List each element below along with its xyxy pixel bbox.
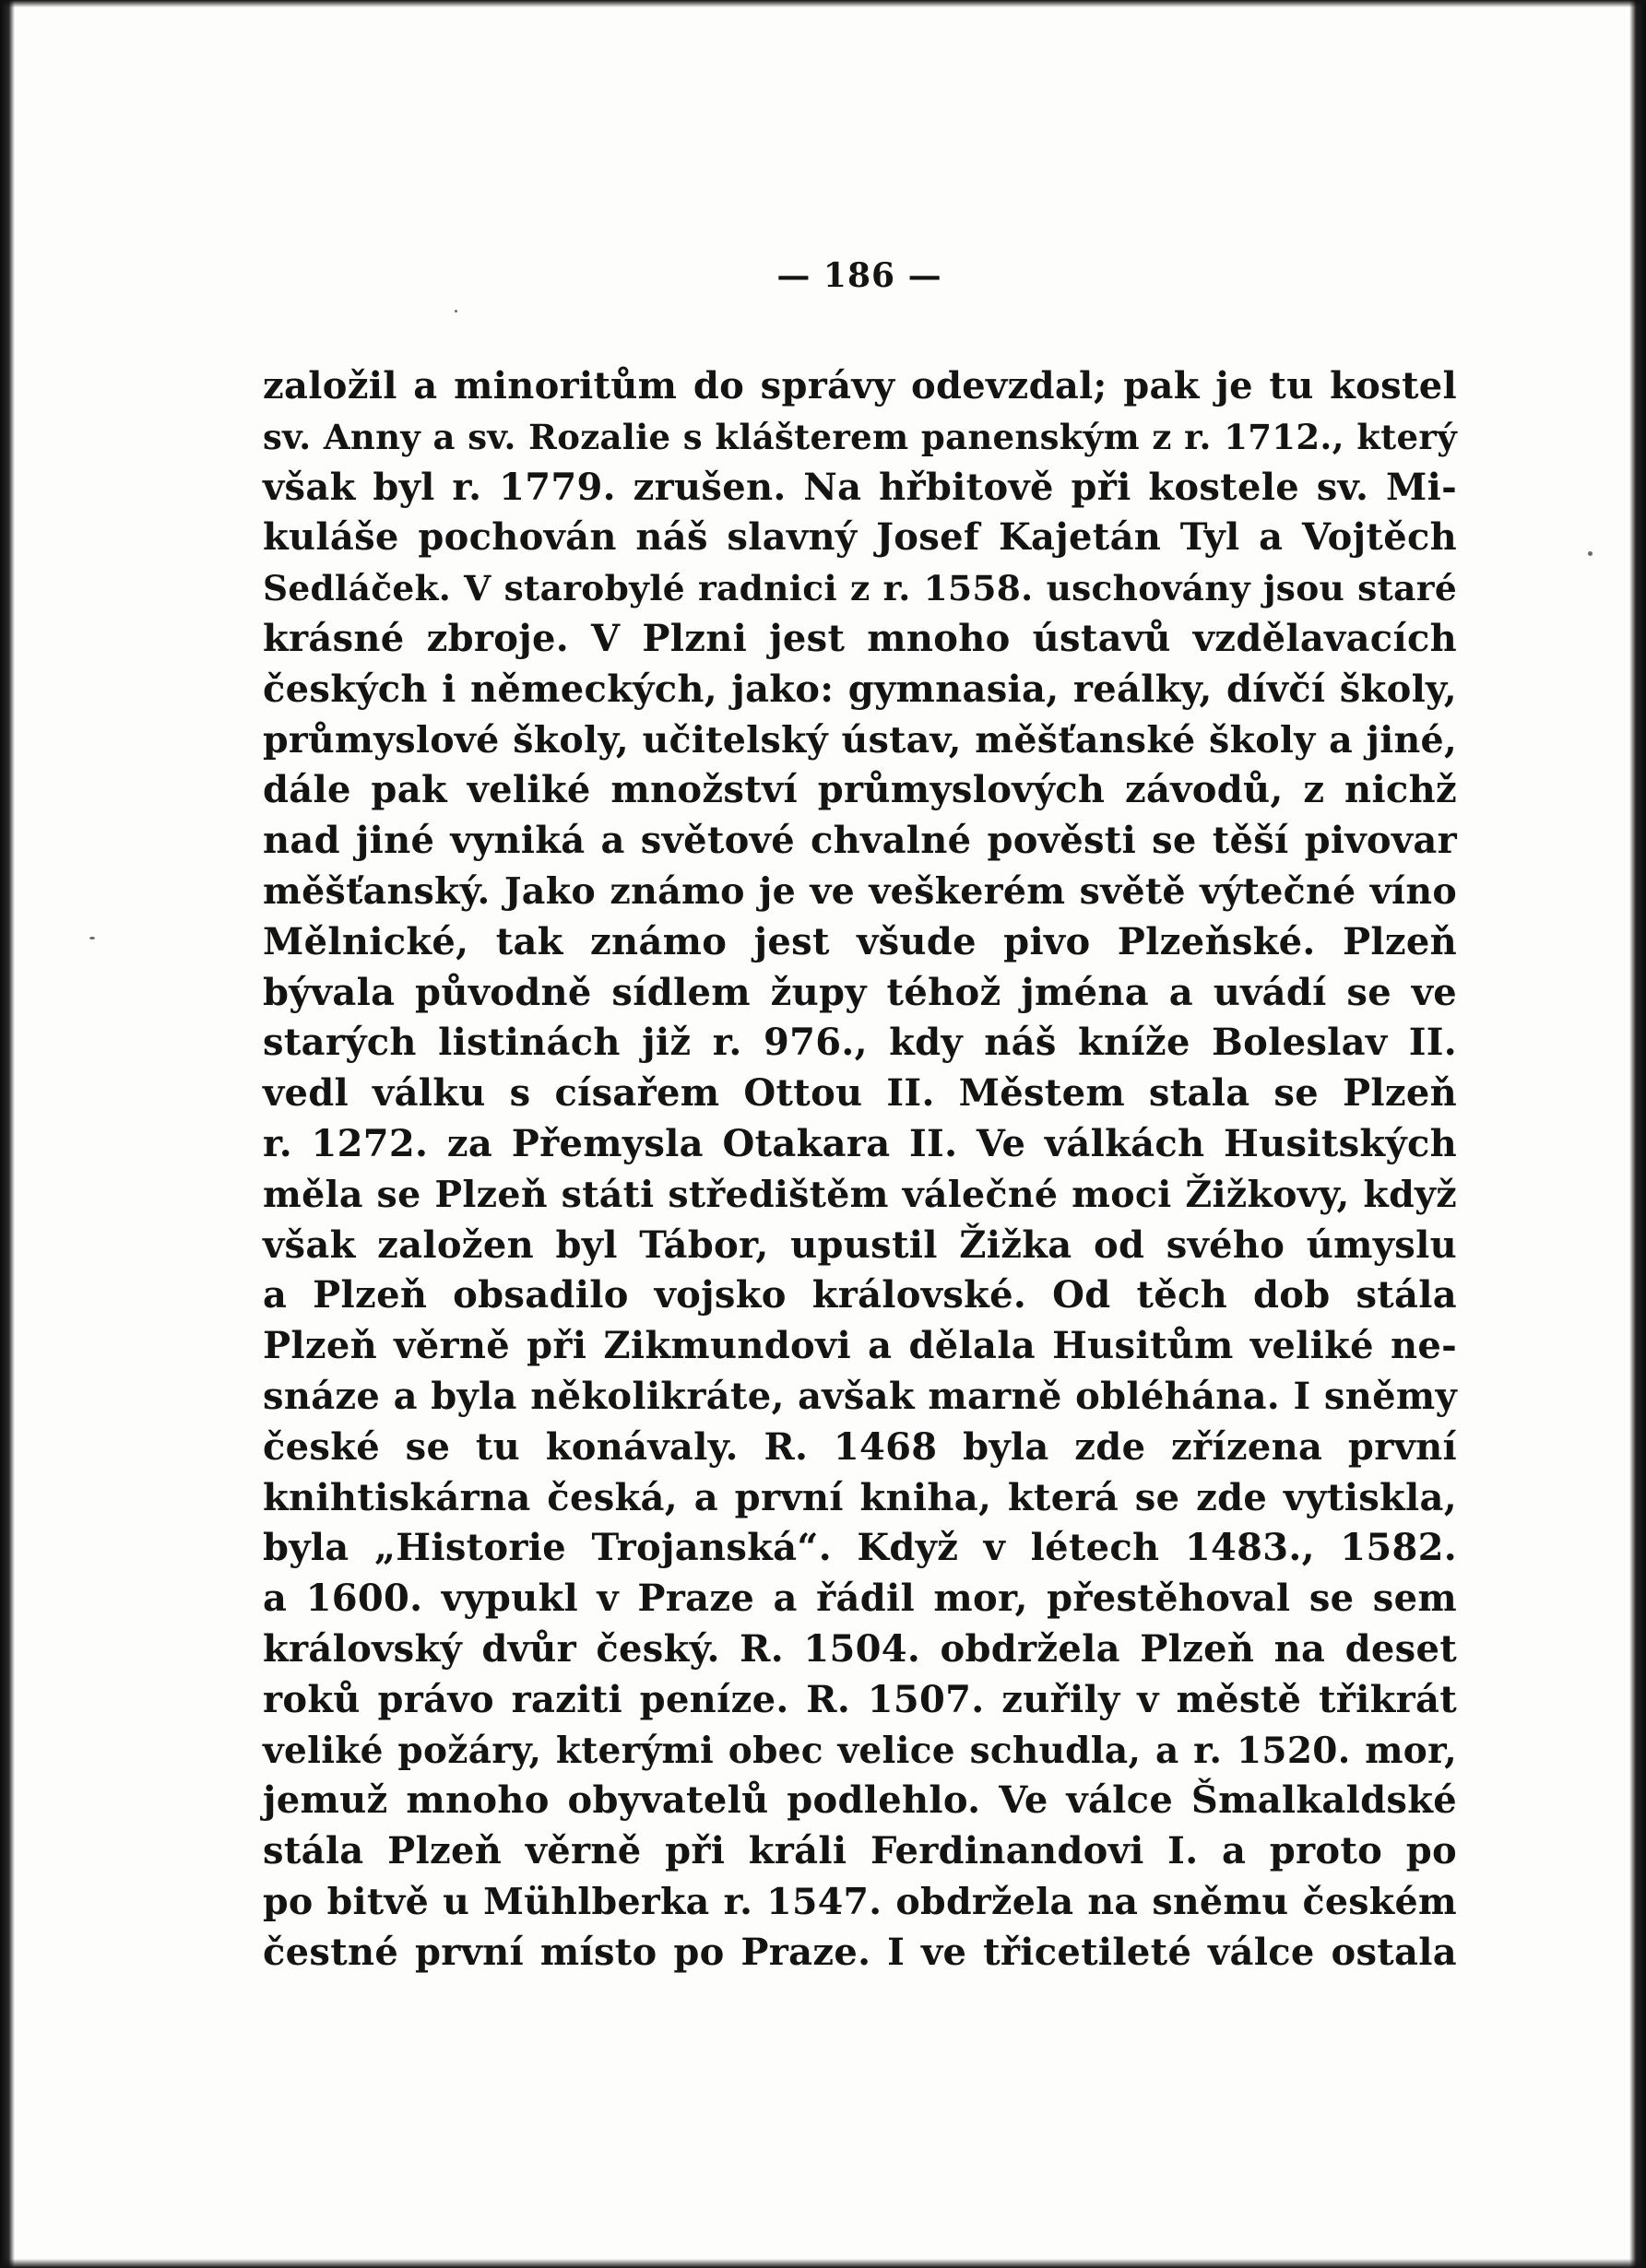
text-line: veliké požáry, kterými obec velice schudla, a r. 1520. mor, xyxy=(263,1729,1457,1772)
text-line: královský dvůr český. R. 1504. obdržela Plzeň na deset xyxy=(263,1626,1457,1671)
body-text xyxy=(263,361,1457,1979)
text-line: byla „Historie Trojanská“. Když v létech 1483., 1582. xyxy=(263,1526,1457,1570)
text-line: dále pak veliké množství průmyslových závodů, z nichž xyxy=(263,768,1457,812)
text-line: vedl válku s císařem Ottou II. Městem stala se Plzeň xyxy=(263,1071,1457,1116)
page-number: — 186 — xyxy=(776,256,942,295)
scan-border-bottom xyxy=(0,2259,1646,2268)
text-line: měšťanský. Jako známo je ve veškerém světě výtečné víno xyxy=(263,869,1457,913)
scan-border-top xyxy=(0,0,1646,7)
text-line: však založen byl Tábor, upustil Žižka od svého úmyslu xyxy=(263,1223,1457,1267)
text-line: po bitvě u Mühlberka r. 1547. obdržela na sněmu českém xyxy=(263,1880,1457,1923)
text-line: jemuž mnoho obyvatelů podlehlo. Ve válce Šmalkaldské xyxy=(263,1778,1457,1823)
text-line: krásné zbroje. V Plzni jest mnoho ústavů vzdělavacích xyxy=(263,616,1457,660)
text-line: Sedláček. V starobylé radnici z r. 1558. uschovány jsou staré xyxy=(263,568,1457,609)
text-line: však byl r. 1779. zrušen. Na hřbitově při kostele sv. Mi- xyxy=(263,465,1457,509)
scan-speck xyxy=(1588,551,1593,556)
scan-speck xyxy=(89,937,95,939)
text-line: měla se Plzeň státi středištěm válečné moci Žižkovy, když xyxy=(263,1173,1457,1216)
text-line: sv. Anny a sv. Rozalie s klášterem panenským z r. 1712., který xyxy=(263,416,1457,457)
text-line: české se tu konávaly. R. 1468 byla zde zřízena první xyxy=(263,1424,1457,1469)
text-line: r. 1272. za Přemysla Otakara II. Ve válkách Husitských xyxy=(263,1121,1457,1165)
text-line: a 1600. vypukl v Praze a řádil mor, přestěhoval se sem xyxy=(263,1577,1457,1621)
text-line: kuláše pochován náš slavný Josef Kajetán Tyl a Vojtěch xyxy=(263,515,1457,560)
text-line: Mělnické, tak známo jest všude pivo Plzeňské. Plzeň xyxy=(263,919,1457,963)
text-line: bývala původně sídlem župy téhož jména a uvádí se ve xyxy=(263,970,1457,1014)
scan-speck xyxy=(455,310,457,313)
text-line: roků právo raziti peníze. R. 1507. zuřily v městě třikrát xyxy=(263,1677,1457,1721)
text-line: českých i německých, jako: gymnasia, reálky, dívčí školy, xyxy=(263,667,1457,711)
text-line: stála Plzeň věrně při králi Ferdinandovi I. a proto po xyxy=(263,1829,1457,1873)
text-line: nad jiné vyniká a světové chvalné pověsti se těší pivovar xyxy=(263,819,1457,863)
text-line: průmyslové školy, učitelský ústav, měšťanské školy a jiné, xyxy=(263,718,1457,762)
scan-border-right xyxy=(1629,0,1646,2268)
text-line: starých listinách již r. 976., kdy náš kníže Boleslav II. xyxy=(263,1021,1457,1065)
text-line: knihtiskárna česká, a první kniha, která se zde vytiskla, xyxy=(263,1475,1457,1519)
text-line: a Plzeň obsadilo vojsko královské. Od těch dob stála xyxy=(263,1273,1457,1317)
text-line: Plzeň věrně při Zikmundovi a dělala Husitům veliké ne- xyxy=(263,1324,1457,1368)
scan-border-left xyxy=(0,0,15,2268)
text-line: založil a minoritům do správy odevzdal; pak je tu kostel xyxy=(263,364,1457,408)
text-line: snáze a byla několikráte, avšak marně obléhána. I sněmy xyxy=(263,1374,1457,1418)
text-line: čestné první místo po Praze. I ve třicetileté válce ostala xyxy=(263,1930,1457,1974)
